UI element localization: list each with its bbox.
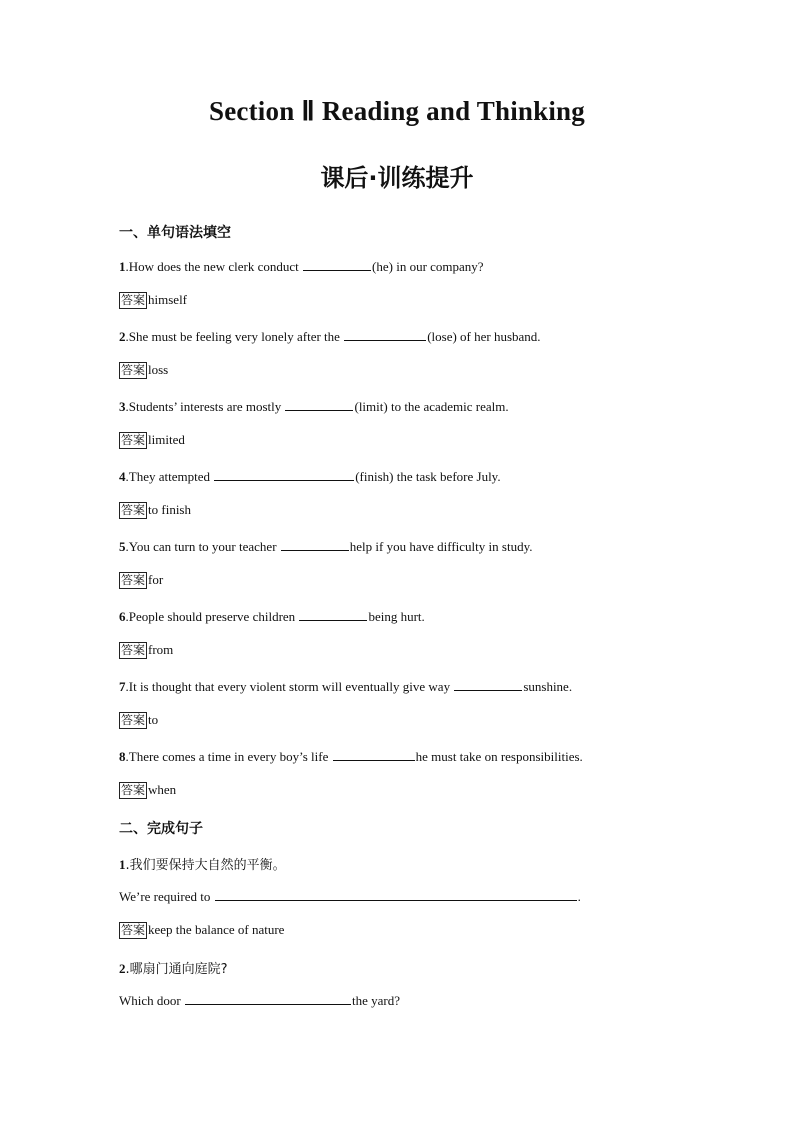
answer-part2-1: 答案 keep the balance of nature — [121, 922, 285, 937]
answer-blank — [281, 538, 349, 551]
translation-prompt-2: 2.哪扇门通向庭院? — [119, 961, 228, 977]
answer-badge: 答案 — [121, 923, 146, 937]
answer-blank — [299, 608, 367, 621]
answer-6: 答案 from — [121, 642, 174, 657]
answer-4: 答案 to finish — [121, 502, 191, 517]
answer-blank — [303, 258, 371, 271]
answer-blank — [285, 398, 353, 411]
answer-badge: 答案 — [121, 293, 146, 307]
answer-badge: 答案 — [121, 363, 146, 377]
answer-blank — [215, 888, 577, 901]
question-1: 1.How does the new clerk conduct (he) in our company? — [119, 259, 484, 274]
answer-blank — [454, 678, 522, 691]
question-number: 2 — [119, 961, 126, 976]
answer-blank — [344, 328, 426, 341]
answer-badge: 答案 — [121, 503, 146, 517]
answer-blank — [185, 992, 351, 1005]
page-title: Section Ⅱ Reading and Thinking — [209, 96, 585, 126]
translation-sentence-1: We’re required to . — [119, 889, 581, 904]
question-4: 4.They attempted (finish) the task before July. — [119, 469, 501, 484]
answer-1: 答案 himself — [121, 292, 188, 307]
question-5: 5.You can turn to your teacher help if you have difficulty in study. — [119, 539, 533, 554]
question-number: 4 — [119, 469, 126, 484]
answer-8: 答案 when — [121, 782, 177, 797]
section-heading-grammar: 一、单句语法填空 — [119, 225, 231, 241]
answer-3: 答案 limited — [121, 432, 185, 447]
answer-blank — [333, 748, 415, 761]
answer-badge: 答案 — [121, 713, 146, 727]
answer-2: 答案 loss — [121, 362, 169, 377]
question-2: 2.She must be feeling very lonely after the (lose) of her husband. — [119, 329, 541, 344]
question-6: 6.People should preserve children being hurt. — [119, 609, 425, 624]
section-heading-sentences: 二、完成句子 — [119, 821, 203, 837]
page-subtitle: 课后·训练提升 — [320, 164, 474, 192]
question-number: 1 — [119, 259, 126, 274]
question-3: 3.Students’ interests are mostly (limit) to the academic realm. — [119, 399, 509, 414]
answer-badge: 答案 — [121, 433, 146, 447]
question-number: 2 — [119, 329, 126, 344]
translation-prompt-1: 1.我们要保持大自然的平衡。 — [119, 857, 286, 873]
answer-badge: 答案 — [121, 783, 146, 797]
translation-sentence-2: Which door the yard? — [119, 993, 400, 1008]
question-number: 1 — [119, 857, 126, 872]
question-7: 7.It is thought that every violent storm will eventually give way sunshine. — [119, 679, 573, 694]
question-number: 8 — [119, 749, 126, 764]
question-8: 8.There comes a time in every boy’s life he must take on responsibilities. — [119, 749, 583, 764]
question-number: 5 — [119, 539, 126, 554]
question-number: 7 — [119, 679, 126, 694]
question-number: 3 — [119, 399, 126, 414]
answer-blank — [214, 468, 354, 481]
answer-badge: 答案 — [121, 643, 146, 657]
answer-badge: 答案 — [121, 573, 146, 587]
answer-5: 答案 for — [121, 572, 164, 587]
question-number: 6 — [119, 609, 126, 624]
answer-7: 答案 to — [121, 712, 159, 727]
